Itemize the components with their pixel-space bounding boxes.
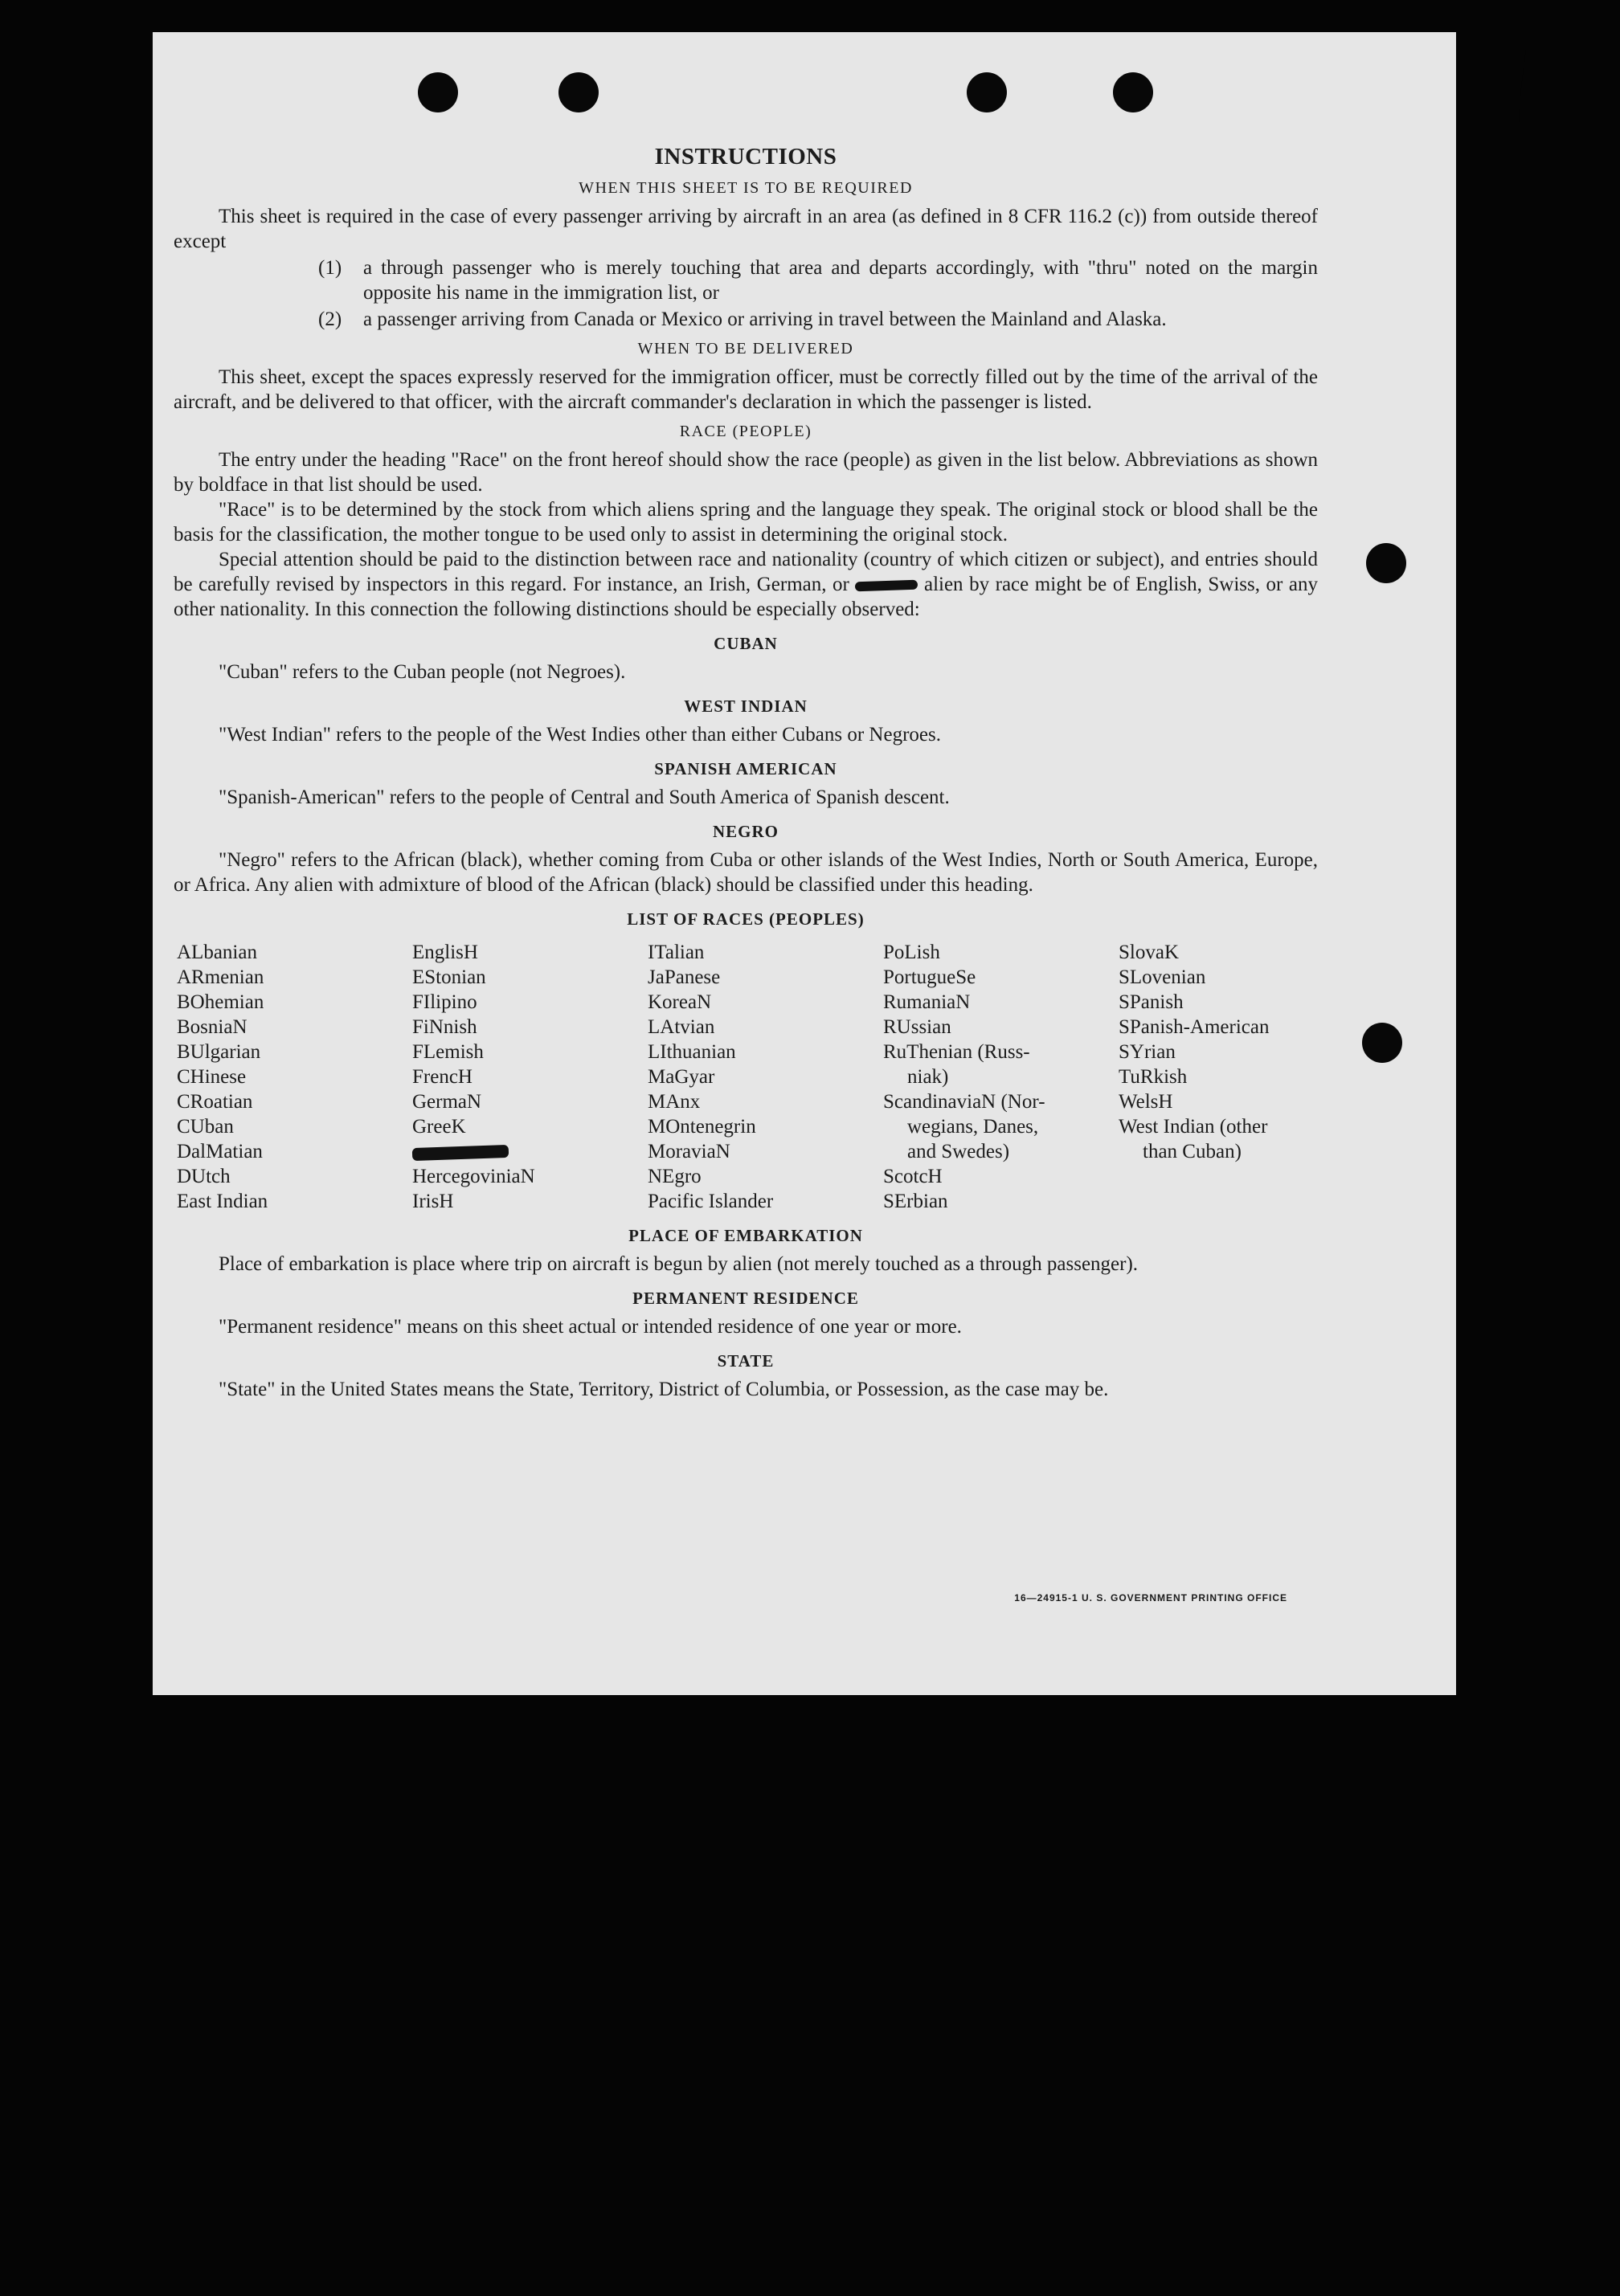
list-number: (1) bbox=[318, 257, 342, 279]
race-item: West Indian (other bbox=[1119, 1116, 1268, 1138]
race-item: ScotcH bbox=[883, 1166, 943, 1187]
paragraph: "Permanent residence" means on this sheet actual or intended residence of one year or more. bbox=[219, 1316, 962, 1338]
paragraph-text: alien by race might be of English, Swiss, or any other nationality. In this connection the following distinctions should be especially observed: bbox=[174, 574, 1318, 620]
punch-hole bbox=[418, 72, 458, 112]
redaction-mark bbox=[412, 1145, 509, 1161]
race-item: CHinese bbox=[177, 1066, 247, 1088]
race-item: CRoatian bbox=[177, 1091, 253, 1113]
section-heading: WEST INDIAN bbox=[684, 697, 808, 716]
race-item: BosniaN bbox=[177, 1016, 248, 1038]
race-item: MoraviaN bbox=[648, 1141, 730, 1162]
list-number: (2) bbox=[318, 308, 342, 330]
race-item: JaPanese bbox=[648, 966, 721, 988]
section-heading: RACE (PEOPLE) bbox=[679, 423, 812, 440]
section-heading: CUBAN bbox=[714, 634, 778, 653]
list-item bbox=[318, 255, 1318, 305]
section-heading: STATE bbox=[717, 1351, 775, 1371]
paragraph: "Negro" refers to the African (black), whether coming from Cuba or other islands of the West Indies, North or South America, Europe, or Africa. Any alien with admixture of blood of the African (black) should be classified under this heading. bbox=[174, 849, 1318, 896]
section-heading: LIST OF RACES (PEOPLES) bbox=[627, 909, 865, 929]
race-item: EnglisH bbox=[412, 942, 478, 963]
race-item: BOhemian bbox=[177, 991, 264, 1013]
instructions-content bbox=[174, 145, 1318, 1402]
section-heading: WHEN THIS SHEET IS TO BE REQUIRED bbox=[579, 179, 913, 197]
race-item: GreeK bbox=[412, 1116, 466, 1138]
race-item: TuRkish bbox=[1119, 1066, 1188, 1088]
race-item: PortugueSe bbox=[883, 966, 976, 988]
races-column bbox=[177, 940, 412, 1214]
race-item: MaGyar bbox=[648, 1066, 715, 1088]
paragraph: This sheet, except the spaces expressly reserved for the immigration officer, must be correctly filled out by the time of the arrival of the aircraft, and be delivered to that officer, with the aircraft commander's declaration in which the passenger is listed. bbox=[174, 366, 1318, 413]
race-item: GermaN bbox=[412, 1091, 482, 1113]
section-heading: NEGRO bbox=[712, 822, 779, 841]
punch-hole bbox=[1366, 543, 1406, 583]
race-item: RumaniaN bbox=[883, 991, 971, 1013]
race-item: SErbian bbox=[883, 1191, 948, 1212]
section-heading: WHEN TO BE DELIVERED bbox=[637, 340, 854, 357]
paragraph: "Spanish-American" refers to the people of Central and South America of Spanish descent. bbox=[219, 786, 950, 808]
race-item: niak) bbox=[907, 1066, 949, 1088]
paragraph: "Cuban" refers to the Cuban people (not Negroes). bbox=[219, 661, 626, 683]
race-item: PoLish bbox=[883, 942, 940, 963]
list-item bbox=[318, 307, 1318, 332]
race-item: SPanish-American bbox=[1119, 1016, 1270, 1038]
race-item: LAtvian bbox=[648, 1016, 715, 1038]
race-item: CUban bbox=[177, 1116, 234, 1138]
race-item: ScandinaviaN (Nor- bbox=[883, 1091, 1045, 1113]
race-item: ALbanian bbox=[177, 942, 257, 963]
race-item: FIlipino bbox=[412, 991, 477, 1013]
section-heading: SPANISH AMERICAN bbox=[654, 759, 837, 778]
list-text: a passenger arriving from Canada or Mexico or arriving in travel between the Mainland and Alaska. bbox=[363, 308, 1167, 330]
races-column bbox=[883, 940, 1119, 1214]
paragraph: "West Indian" refers to the people of the West Indies other than either Cubans or Negroes. bbox=[219, 724, 941, 746]
punch-hole bbox=[558, 72, 599, 112]
race-item: IrisH bbox=[412, 1191, 454, 1212]
list-text: a through passenger who is merely touching that area and departs accordingly, with "thru" noted on the margin opposite his name in the immigration list, or bbox=[363, 257, 1318, 304]
race-item: EStonian bbox=[412, 966, 486, 988]
paragraph: "Race" is to be determined by the stock from which aliens spring and the language they speak. The original stock or blood shall be the basis for the classification, the mother tongue to be used only to assist in determining the original stock. bbox=[174, 499, 1318, 545]
paragraph bbox=[174, 547, 1318, 622]
paragraph: Place of embarkation is place where trip on aircraft is begun by alien (not merely touched as a through passenger). bbox=[219, 1253, 1139, 1275]
races-column bbox=[1119, 940, 1329, 1214]
race-item: MAnx bbox=[648, 1091, 701, 1113]
race-item: Pacific Islander bbox=[648, 1191, 774, 1212]
race-item: RuThenian (Russ- bbox=[883, 1041, 1030, 1063]
paragraph: This sheet is required in the case of every passenger arriving by aircraft in an area (as defined in 8 CFR 116.2 (c)) from outside thereof except bbox=[174, 206, 1318, 252]
race-item: DUtch bbox=[177, 1166, 231, 1187]
race-item: SPanish bbox=[1119, 991, 1184, 1013]
race-item: DalMatian bbox=[177, 1141, 263, 1162]
punch-hole bbox=[1362, 1023, 1402, 1063]
race-item: FLemish bbox=[412, 1041, 484, 1063]
race-item: SYrian bbox=[1119, 1041, 1176, 1063]
race-item: BUlgarian bbox=[177, 1041, 261, 1063]
race-item: FrencH bbox=[412, 1066, 472, 1088]
race-item: MOntenegrin bbox=[648, 1116, 756, 1138]
paragraph-text: Special attention should be paid to the distinction between race and nationality (country of which citizen or subject), and entries should be carefully revised by inspectors in this regard. For instance, an Irish, German, or bbox=[174, 549, 1318, 595]
races-column bbox=[648, 940, 883, 1214]
paragraph: The entry under the heading "Race" on the front hereof should show the race (people) as given in the list below. Abbreviations as shown by boldface in that list should be used. bbox=[174, 449, 1318, 496]
race-item: FiNnish bbox=[412, 1016, 477, 1038]
printing-office-imprint: 16—24915-1 U. S. GOVERNMENT PRINTING OFFICE bbox=[1014, 1592, 1287, 1604]
race-item: RUssian bbox=[883, 1016, 951, 1038]
punch-hole bbox=[1113, 72, 1153, 112]
paragraph: "State" in the United States means the State, Territory, District of Columbia, or Possession, as the case may be. bbox=[219, 1379, 1109, 1400]
race-item: ITalian bbox=[648, 942, 705, 963]
race-item: LIthuanian bbox=[648, 1041, 736, 1063]
race-item: SLovenian bbox=[1119, 966, 1206, 988]
section-heading: PERMANENT RESIDENCE bbox=[632, 1289, 859, 1308]
race-item: East Indian bbox=[177, 1191, 268, 1212]
torn-corner bbox=[1519, 50, 1536, 122]
race-item: and Swedes) bbox=[907, 1141, 1010, 1162]
races-column bbox=[412, 940, 648, 1214]
redaction-mark bbox=[855, 580, 918, 592]
race-item: HercegoviniaN bbox=[412, 1166, 535, 1187]
race-item: WelsH bbox=[1119, 1091, 1173, 1113]
race-item-redacted bbox=[412, 1139, 648, 1164]
race-item: wegians, Danes, bbox=[907, 1116, 1039, 1138]
race-item: ARmenian bbox=[177, 966, 264, 988]
page-title: INSTRUCTIONS bbox=[654, 144, 837, 170]
race-item: KoreaN bbox=[648, 991, 712, 1013]
section-heading: PLACE OF EMBARKATION bbox=[628, 1226, 863, 1245]
punch-hole bbox=[967, 72, 1007, 112]
document-sheet bbox=[153, 32, 1456, 1695]
race-item: than Cuban) bbox=[1143, 1141, 1242, 1162]
races-list bbox=[177, 940, 1318, 1214]
race-item: NEgro bbox=[648, 1166, 702, 1187]
race-item: SlovaK bbox=[1119, 942, 1179, 963]
